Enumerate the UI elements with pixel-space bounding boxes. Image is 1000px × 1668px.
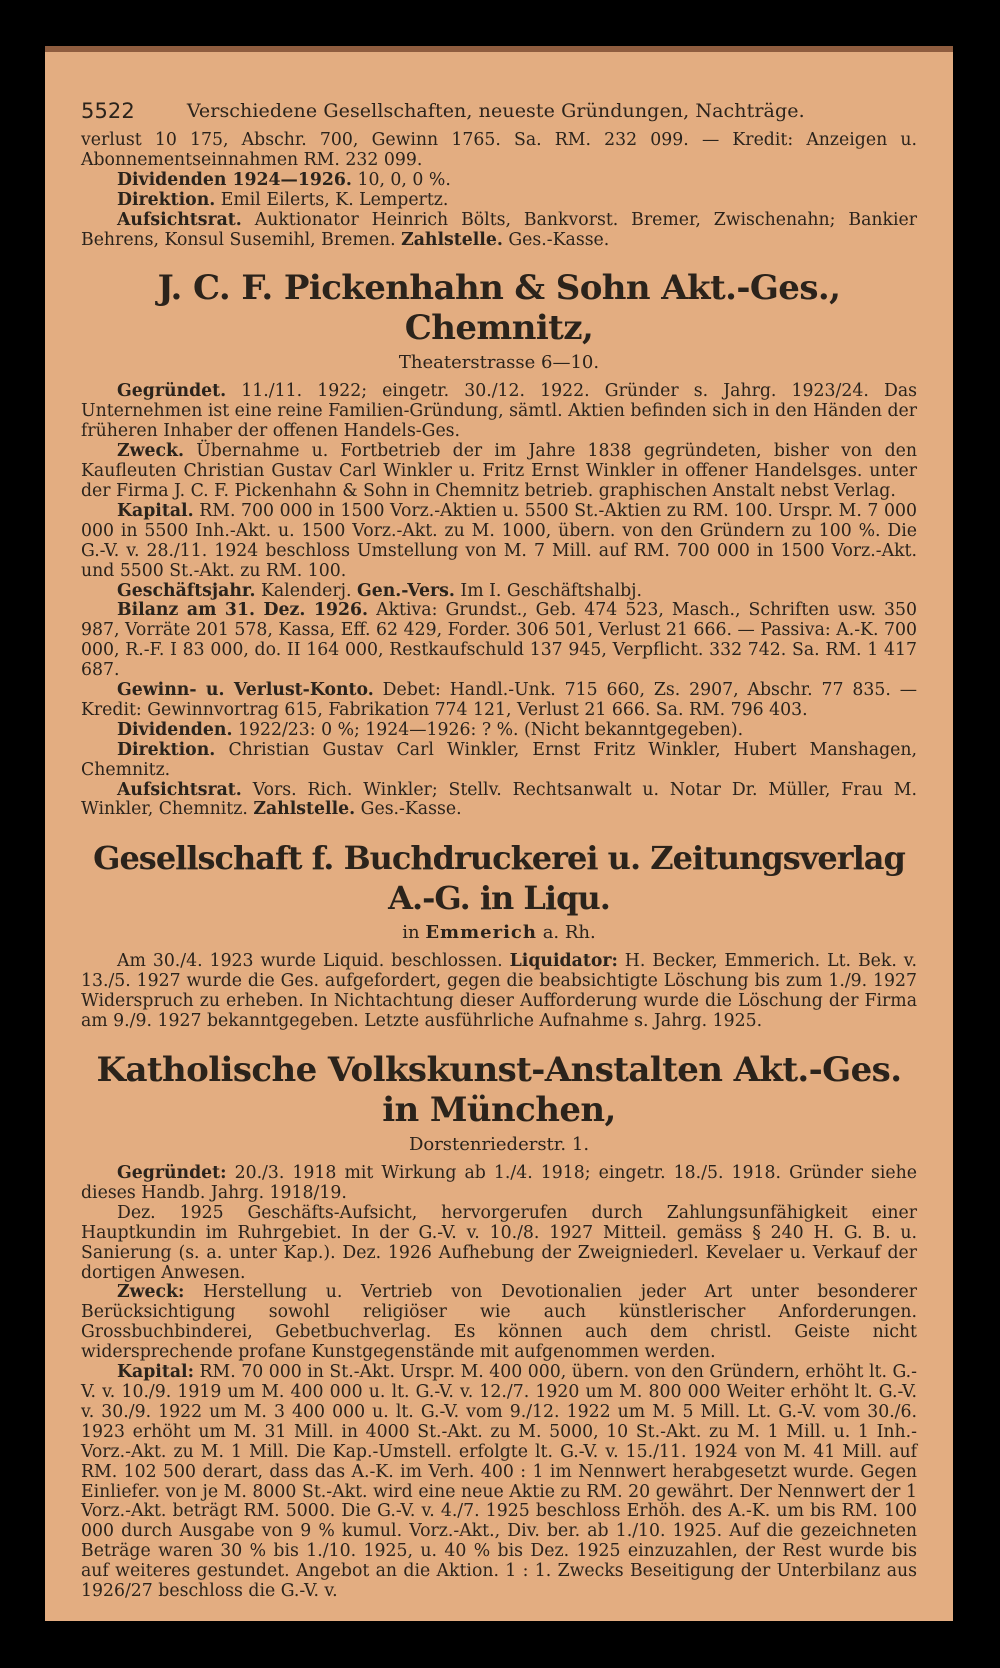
label: Zahlstelle. [401,229,503,250]
location-name: Emmerich [425,922,537,944]
value: Vors. Rich. Winkler; Stellv. Rechtsanwalt u. Notar Dr. Müller, Frau M. Winkler, Chemnitz. [81,779,917,820]
pickenhahn-bilanz [81,601,917,681]
value: 20./3. 1918 mit Wirkung ab 1./4. 1918; eingetr. 18./5. 1918. Gründer siehe dieses Handb. Jahrg. 1918/19. [81,1163,917,1203]
value: Debet: Handl.-Unk. 715 660, Zs. 2907, Abschr. 77 835. — Kredit: Gewinnvortrag 615, Fabrikation 774 121, Verlust 21 666. Sa. RM. 796 403. [81,680,917,720]
running-head [81,100,917,122]
pickenhahn-geschaeftsjahr [81,582,917,602]
volkskunst-gegruendet [81,1164,917,1204]
page-number: 5522 [81,99,135,123]
location-prefix: in [402,922,420,944]
pickenhahn-zweck [81,442,917,502]
document-page [45,46,953,1621]
value: Am 30./4. 1923 wurde Liquid. beschlossen. [117,951,503,972]
label: Liquidator: [509,951,618,972]
value: Im I. Geschäftshalbj. [460,580,643,601]
label: Aufsichtsrat. [117,209,242,230]
label: Gegründet: [117,1163,227,1183]
label: Gewinn- u. Verlust-Konto. [117,680,374,701]
running-head-title: Verschiedene Gesellschaften, neueste Gründungen, Nachträge. [186,100,805,122]
value: Übernahme u. Fortbetrieb der im Jahre 1838 gegründeten, bisher von den Kaufleuten Christian Gustav Carl Winkler u. Fritz Ernst Winkler in offener Handelsges. unter der Firma J. C. F. Pickenhahn & Sohn in Chemnitz betrieb. graphischen Anstalt nebst Verlag. [81,441,918,501]
pickenhahn-gegruendet [81,382,917,442]
volkskunst-zweck [81,1283,917,1363]
label: Kapital. [117,500,194,521]
prev-dividends [81,171,917,191]
company-title-pickenhahn: J. C. F. Pickenhahn & Sohn Akt.-Ges., Chemnitz, [157,268,841,349]
pickenhahn-guv [81,681,917,721]
value: Aktiva: Grundst., Geb. 474 523, Masch., Schriften usw. 350 987, Vorräte 201 578, Kassa, Eff. 62 429, Forder. 306 501, Verlust 21 666. — Passiva: A.-K. 700 000, R.-F. I 83 000, do. II 164 000, Restkaufschuld 137 945, Verpflicht. 332 742. Sa. RM. 1 417 687. [81,600,917,681]
value: Ges.-Kasse. [360,799,462,820]
label: Zweck. [117,441,184,462]
label: Direktion. [117,739,216,760]
label: Bilanz am 31. Dez. 1926. [117,600,369,621]
prev-aufsichtsrat [81,211,917,251]
prev-entry-text: verlust 10 175, Abschr. 700, Gewinn 1765. Sa. RM. 232 099. — Kredit: Anzeigen u. Abonnementseinnahmen RM. 232 099. [81,130,917,170]
buchdruckerei-text [81,952,917,1032]
value: Ges.-Kasse. [508,229,610,250]
label: Zahlstelle. [253,799,356,820]
label: Zweck: [117,1282,185,1303]
label: Direktion. [117,189,216,210]
company-location-buchdruckerei [81,922,917,944]
label: Gen.-Vers. [356,580,455,601]
volkskunst-kapital [81,1363,917,1602]
value: Christian Gustav Carl Winkler, Ernst Fritz Winkler, Hubert Manshagen, Chemnitz. [81,739,918,780]
value: RM. 700 000 in 1500 Vorz.-Aktien u. 5500 St.-Aktien zu RM. 100. Urspr. M. 7 000 000 in 5500 Inh.-Akt. u. 1500 Vorz.-Akt. zu M. 1000, übern. von den Gründern zu 100 %. Die G.-V. v. 28./11. 1924 beschloss Umstellung von M. 7 Mill. auf RM. 700 000 in 1500 Vorz.-Akt. und 5500 St.-Akt. zu RM. 100. [81,500,917,581]
label: Gegründet. [117,381,227,402]
label: Kapital: [117,1362,194,1383]
value: Emil Eilerts, K. Lempertz. [220,189,449,210]
value: Herstellung u. Vertrieb von Devotionalien jeder Art unter besonderer Berücksichtigung sowohl religiöser wie auch künstlerischer Anforderungen. Grossbuchbinderei, Gebetbuchverlag. Es können auch dem christl. Geiste nicht widersprechende profane Kunstgegenstände mit aufgenommen werden. [81,1282,917,1363]
company-address-volkskunst: Dorstenriederstr. 1. [408,1134,590,1155]
value: H. Becker, Emmerich. Lt. Bek. v. 13./5. 1927 wurde die Ges. aufgefordert, gegen die beabsichtigte Löschung bis zum 1./9. 1927 Widerspruch zu erheben. In Nichtachtung dieser Aufforderung wurde die Löschung der Firma am 9./9. 1927 bekanntgegeben. Letzte ausführliche Aufnahme s. Jahrg. 1925. [81,951,918,1032]
label: Aufsichtsrat. [117,779,242,800]
value: 11./11. 1922; eingetr. 30./12. 1922. Gründer s. Jahrg. 1923/24. Das Unternehmen ist eine reine Familien-Gründung, sämtl. Aktien befinden sich in den Händen der früheren Inhaber der offenen Handels-Ges. [81,381,918,442]
pickenhahn-direktion [81,741,917,781]
location-suffix: a. Rh. [542,922,596,944]
value: 1922/23: 0 %; 1924—1926: ? %. (Nicht bekanntgegeben). [237,719,744,740]
volkskunst-geschaeftsaufsicht: Dez. 1925 Geschäfts-Aufsicht, hervorgerufen durch Zahlungsunfähigkeit einer Hauptkundin im Ruhrgebiet. In der G.-V. v. 10./8. 1927 Mitteil. gemäss § 240 H. G. B. u. Sanierung (s. a. unter Kap.). Dez. 1926 Aufhebung der Zweigniederl. Kevelaer u. Verkauf der dortigen Anwesen. [81,1202,917,1283]
label: Dividenden 1924—1926. [117,169,352,190]
value: 10, 0, 0 %. [357,169,451,190]
pickenhahn-dividenden [81,721,917,741]
company-address-pickenhahn: Theaterstrasse 6—10. [398,352,600,374]
value: Kalenderj. [260,580,352,601]
page-content [81,100,917,1602]
label: Geschäftsjahr. [117,580,256,601]
value: RM. 70 000 in St.-Akt. Urspr. M. 400 000, übern. von den Gründern, erhöht lt. G.-V. v. 10./9. 1919 um M. 400 000 u. lt. G.-V. v. 12./7. 1920 um M. 800 000 Weiter erhöht lt. G.-V. v. 30./9. 1922 um M. 3 400 000 u. lt. G.-V. vom 9./12. 1922 um M. 5 Mill. Lt. G.-V. vom 30./6. 1923 erhöht um M. 31 Mill. in 4000 St.-Akt. zu M. 5000, 10 St.-Akt. zu M. 1 Mill. u. 1 Inh.-Vorz.-Akt. zu M. 1 Mill. Die Kap.-Umstell. erfolgte lt. G.-V. v. 15./11. 1924 von M. 41 Mill. auf RM. 102 500 derart, dass das A.-K. im Verh. 400 : 1 im Nennwert herabgesetzt wurde. Gegen Einliefer. von je M. 8000 St.-Akt. wird eine neue Aktie zu RM. 20 gewährt. Der Nennwert der 1 Vorz.-Akt. beträgt RM. 5000. Die G.-V. v. 4./7. 1925 beschloss Erhöh. des A.-K. um bis RM. 100 000 durch Ausgabe von 9 % kumul. Vorz.-Akt., Div. ber. ab 1./10. 1925. Auf die gezeichneten Beträge waren 30 % bis 1./10. 1925, u. 40 % bis Dez. 1925 einzuzahlen, der Rest wurde bis auf weiteres gestundet. Angebot an die Aktion. 1 : 1. Zwecks Beseitigung der Unterbilanz aus 1926/27 beschloss die G.-V. v. [81,1362,917,1602]
company-title-buchdruckerei: Gesellschaft f. Buchdruckerei u. Zeitungsverlag A.-G. in Liqu. [93,839,905,918]
company-title-volkskunst: Katholische Volkskunst-Anstalten Akt.-Ges. in München, [96,1050,902,1130]
pickenhahn-aufsichtsrat [81,781,917,821]
label: Dividenden. [117,719,233,740]
pickenhahn-kapital [81,502,917,582]
value: Auktionator Heinrich Bölts, Bankvorst. Bremer, Zwischenahn; Bankier Behrens, Konsul Susemihl, Bremen. [81,209,917,250]
prev-direktion [81,191,917,211]
